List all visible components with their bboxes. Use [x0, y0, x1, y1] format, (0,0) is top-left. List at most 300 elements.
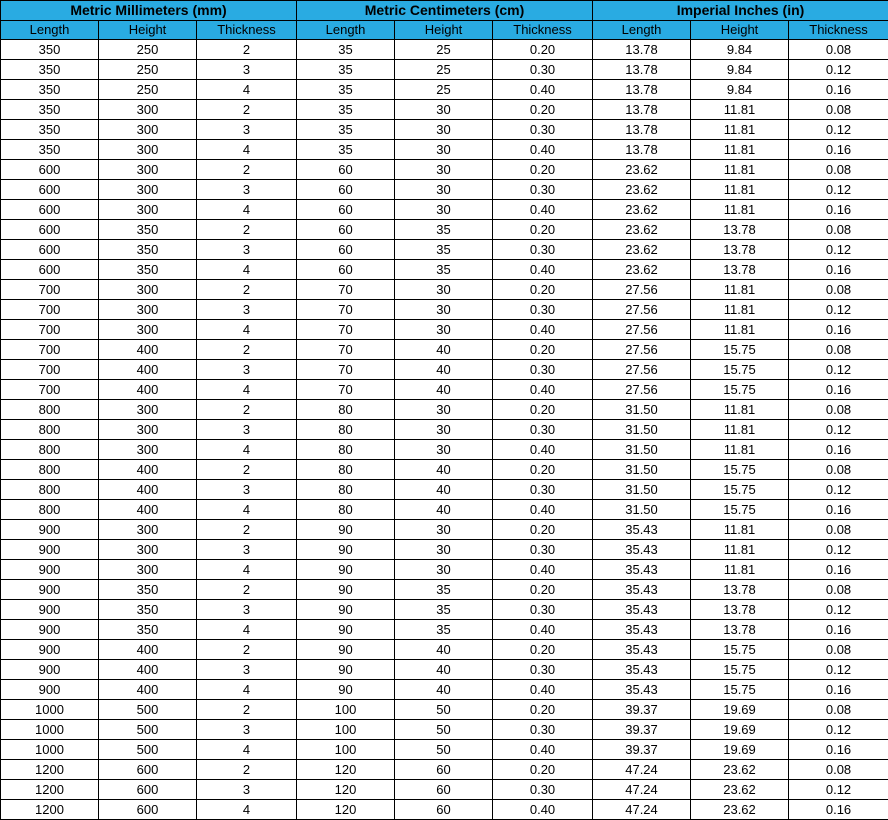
table-cell: 11.81	[691, 100, 789, 120]
table-cell: 9.84	[691, 40, 789, 60]
table-cell: 90	[297, 580, 395, 600]
table-cell: 30	[395, 120, 493, 140]
table-cell: 15.75	[691, 460, 789, 480]
table-cell: 0.40	[493, 80, 593, 100]
table-cell: 80	[297, 500, 395, 520]
table-cell: 0.12	[789, 540, 888, 560]
table-cell: 35.43	[593, 580, 691, 600]
table-cell: 35.43	[593, 540, 691, 560]
column-header-cm-thickness: Thickness	[493, 21, 593, 40]
table-cell: 700	[1, 360, 99, 380]
table-row	[1, 440, 888, 460]
table-cell: 2	[197, 220, 297, 240]
table-cell: 900	[1, 580, 99, 600]
table-cell: 0.30	[493, 540, 593, 560]
table-cell: 0.08	[789, 640, 888, 660]
table-row	[1, 220, 888, 240]
table-cell: 0.30	[493, 420, 593, 440]
table-cell: 60	[297, 160, 395, 180]
table-cell: 60	[297, 240, 395, 260]
table-cell: 300	[99, 300, 197, 320]
table-cell: 35	[395, 220, 493, 240]
table-cell: 600	[1, 200, 99, 220]
table-cell: 600	[1, 160, 99, 180]
table-cell: 1200	[1, 780, 99, 800]
table-row	[1, 80, 888, 100]
table-row	[1, 520, 888, 540]
table-cell: 0.12	[789, 720, 888, 740]
table-cell: 300	[99, 440, 197, 460]
table-cell: 30	[395, 300, 493, 320]
table-cell: 30	[395, 180, 493, 200]
table-cell: 30	[395, 520, 493, 540]
table-cell: 70	[297, 340, 395, 360]
table-cell: 13.78	[593, 80, 691, 100]
table-cell: 90	[297, 680, 395, 700]
table-cell: 0.12	[789, 780, 888, 800]
table-row	[1, 800, 888, 820]
table-row	[1, 580, 888, 600]
table-cell: 60	[395, 780, 493, 800]
table-cell: 11.81	[691, 140, 789, 160]
table-cell: 0.30	[493, 600, 593, 620]
table-cell: 30	[395, 100, 493, 120]
table-cell: 0.40	[493, 680, 593, 700]
table-cell: 35	[297, 60, 395, 80]
table-cell: 300	[99, 420, 197, 440]
table-cell: 27.56	[593, 280, 691, 300]
table-cell: 1000	[1, 700, 99, 720]
table-cell: 0.12	[789, 600, 888, 620]
table-cell: 4	[197, 560, 297, 580]
table-cell: 500	[99, 740, 197, 760]
table-cell: 0.20	[493, 160, 593, 180]
table-row	[1, 200, 888, 220]
table-cell: 4	[197, 80, 297, 100]
table-row	[1, 720, 888, 740]
table-cell: 15.75	[691, 660, 789, 680]
table-cell: 600	[1, 220, 99, 240]
table-cell: 600	[99, 800, 197, 820]
table-cell: 15.75	[691, 640, 789, 660]
table-cell: 0.30	[493, 360, 593, 380]
table-cell: 4	[197, 740, 297, 760]
table-cell: 60	[395, 800, 493, 820]
table-cell: 23.62	[691, 780, 789, 800]
table-row	[1, 480, 888, 500]
table-cell: 4	[197, 620, 297, 640]
table-cell: 2	[197, 160, 297, 180]
table-cell: 25	[395, 80, 493, 100]
table-row	[1, 740, 888, 760]
table-cell: 300	[99, 540, 197, 560]
table-cell: 0.20	[493, 460, 593, 480]
table-cell: 27.56	[593, 360, 691, 380]
table-cell: 47.24	[593, 780, 691, 800]
table-cell: 0.12	[789, 660, 888, 680]
table-cell: 23.62	[593, 180, 691, 200]
table-cell: 0.08	[789, 280, 888, 300]
column-header-in-height: Height	[691, 21, 789, 40]
table-cell: 900	[1, 620, 99, 640]
table-cell: 250	[99, 80, 197, 100]
group-header-row	[1, 1, 888, 21]
table-cell: 35	[395, 580, 493, 600]
table-cell: 13.78	[593, 60, 691, 80]
table-cell: 400	[99, 360, 197, 380]
table-row	[1, 180, 888, 200]
table-cell: 900	[1, 680, 99, 700]
column-header-in-length: Length	[593, 21, 691, 40]
table-cell: 0.12	[789, 60, 888, 80]
table-cell: 31.50	[593, 400, 691, 420]
table-cell: 250	[99, 40, 197, 60]
table-cell: 0.30	[493, 780, 593, 800]
table-row	[1, 320, 888, 340]
table-cell: 11.81	[691, 400, 789, 420]
table-cell: 0.08	[789, 760, 888, 780]
table-cell: 9.84	[691, 80, 789, 100]
table-cell: 0.12	[789, 180, 888, 200]
table-cell: 0.16	[789, 740, 888, 760]
table-cell: 0.16	[789, 800, 888, 820]
table-cell: 2	[197, 400, 297, 420]
table-cell: 50	[395, 700, 493, 720]
table-cell: 1000	[1, 740, 99, 760]
table-cell: 4	[197, 200, 297, 220]
table-cell: 600	[99, 760, 197, 780]
table-cell: 700	[1, 300, 99, 320]
table-cell: 11.81	[691, 440, 789, 460]
table-cell: 0.16	[789, 440, 888, 460]
table-cell: 300	[99, 560, 197, 580]
table-cell: 0.08	[789, 520, 888, 540]
table-cell: 300	[99, 320, 197, 340]
table-cell: 35	[395, 620, 493, 640]
table-cell: 11.81	[691, 420, 789, 440]
table-cell: 13.78	[593, 100, 691, 120]
table-cell: 70	[297, 360, 395, 380]
table-cell: 300	[99, 400, 197, 420]
table-row	[1, 40, 888, 60]
table-cell: 900	[1, 640, 99, 660]
table-cell: 0.30	[493, 480, 593, 500]
table-cell: 900	[1, 600, 99, 620]
table-cell: 4	[197, 680, 297, 700]
table-row	[1, 100, 888, 120]
table-cell: 100	[297, 700, 395, 720]
table-row	[1, 760, 888, 780]
table-cell: 0.12	[789, 480, 888, 500]
table-cell: 0.08	[789, 700, 888, 720]
table-cell: 90	[297, 620, 395, 640]
table-cell: 4	[197, 260, 297, 280]
table-cell: 0.08	[789, 100, 888, 120]
table-cell: 2	[197, 520, 297, 540]
table-cell: 4	[197, 380, 297, 400]
table-cell: 35	[297, 100, 395, 120]
table-cell: 25	[395, 60, 493, 80]
table-cell: 0.20	[493, 220, 593, 240]
table-cell: 90	[297, 520, 395, 540]
table-cell: 39.37	[593, 700, 691, 720]
table-cell: 47.24	[593, 760, 691, 780]
table-cell: 0.20	[493, 400, 593, 420]
table-cell: 2	[197, 340, 297, 360]
table-row	[1, 620, 888, 640]
table-cell: 2	[197, 580, 297, 600]
table-cell: 30	[395, 560, 493, 580]
table-cell: 15.75	[691, 480, 789, 500]
group-header-metric-mm: Metric Millimeters (mm)	[1, 1, 297, 21]
table-cell: 400	[99, 660, 197, 680]
table-cell: 60	[395, 760, 493, 780]
table-cell: 3	[197, 720, 297, 740]
table-cell: 350	[1, 60, 99, 80]
column-header-mm-length: Length	[1, 21, 99, 40]
table-cell: 0.20	[493, 520, 593, 540]
table-cell: 11.81	[691, 160, 789, 180]
table-cell: 19.69	[691, 700, 789, 720]
table-cell: 4	[197, 800, 297, 820]
table-cell: 350	[99, 620, 197, 640]
table-cell: 0.12	[789, 240, 888, 260]
table-cell: 0.40	[493, 200, 593, 220]
table-cell: 0.20	[493, 340, 593, 360]
table-cell: 35.43	[593, 640, 691, 660]
table-cell: 15.75	[691, 380, 789, 400]
table-row	[1, 300, 888, 320]
table-cell: 13.78	[593, 140, 691, 160]
table-cell: 0.08	[789, 460, 888, 480]
table-cell: 40	[395, 380, 493, 400]
table-cell: 0.30	[493, 180, 593, 200]
table-cell: 40	[395, 680, 493, 700]
table-cell: 13.78	[691, 220, 789, 240]
table-cell: 11.81	[691, 200, 789, 220]
table-cell: 600	[1, 180, 99, 200]
table-cell: 80	[297, 440, 395, 460]
table-cell: 350	[99, 580, 197, 600]
table-cell: 0.12	[789, 300, 888, 320]
table-cell: 0.20	[493, 580, 593, 600]
table-cell: 800	[1, 420, 99, 440]
table-cell: 80	[297, 480, 395, 500]
table-cell: 3	[197, 660, 297, 680]
table-cell: 600	[1, 260, 99, 280]
table-cell: 4	[197, 140, 297, 160]
table-cell: 0.40	[493, 380, 593, 400]
table-body	[1, 40, 888, 820]
table-cell: 60	[297, 180, 395, 200]
table-cell: 23.62	[593, 240, 691, 260]
table-cell: 0.30	[493, 300, 593, 320]
table-row	[1, 640, 888, 660]
table-cell: 0.40	[493, 260, 593, 280]
table-cell: 11.81	[691, 520, 789, 540]
table-cell: 0.08	[789, 40, 888, 60]
table-cell: 500	[99, 720, 197, 740]
table-cell: 11.81	[691, 300, 789, 320]
table-cell: 400	[99, 340, 197, 360]
table-cell: 90	[297, 640, 395, 660]
table-cell: 3	[197, 300, 297, 320]
table-cell: 0.16	[789, 260, 888, 280]
table-row	[1, 160, 888, 180]
table-row	[1, 600, 888, 620]
table-cell: 35	[395, 260, 493, 280]
table-cell: 80	[297, 420, 395, 440]
table-cell: 350	[1, 120, 99, 140]
table-cell: 31.50	[593, 440, 691, 460]
table-cell: 400	[99, 380, 197, 400]
table-header	[1, 1, 888, 40]
table-cell: 35	[297, 140, 395, 160]
table-cell: 0.20	[493, 40, 593, 60]
table-cell: 3	[197, 120, 297, 140]
table-cell: 0.16	[789, 380, 888, 400]
table-cell: 30	[395, 280, 493, 300]
table-cell: 27.56	[593, 340, 691, 360]
table-cell: 0.20	[493, 760, 593, 780]
table-cell: 40	[395, 360, 493, 380]
table-cell: 27.56	[593, 300, 691, 320]
table-cell: 400	[99, 480, 197, 500]
table-cell: 9.84	[691, 60, 789, 80]
table-row	[1, 60, 888, 80]
table-row	[1, 500, 888, 520]
table-cell: 90	[297, 600, 395, 620]
table-cell: 80	[297, 400, 395, 420]
table-cell: 13.78	[691, 580, 789, 600]
table-cell: 0.30	[493, 120, 593, 140]
table-cell: 120	[297, 800, 395, 820]
table-cell: 27.56	[593, 320, 691, 340]
table-cell: 120	[297, 760, 395, 780]
table-cell: 0.16	[789, 320, 888, 340]
table-cell: 800	[1, 400, 99, 420]
table-cell: 30	[395, 320, 493, 340]
table-cell: 350	[1, 100, 99, 120]
table-row	[1, 140, 888, 160]
table-row	[1, 660, 888, 680]
table-cell: 13.78	[593, 40, 691, 60]
table-row	[1, 340, 888, 360]
table-cell: 500	[99, 700, 197, 720]
table-cell: 70	[297, 320, 395, 340]
table-cell: 2	[197, 100, 297, 120]
table-cell: 23.62	[593, 260, 691, 280]
table-cell: 0.20	[493, 640, 593, 660]
table-cell: 23.62	[691, 760, 789, 780]
table-cell: 600	[1, 240, 99, 260]
table-cell: 1200	[1, 760, 99, 780]
table-cell: 350	[99, 240, 197, 260]
table-cell: 600	[99, 780, 197, 800]
table-cell: 35	[395, 240, 493, 260]
group-header-metric-cm: Metric Centimeters (cm)	[297, 1, 593, 21]
table-cell: 0.30	[493, 720, 593, 740]
table-cell: 30	[395, 400, 493, 420]
table-cell: 2	[197, 700, 297, 720]
table-cell: 40	[395, 460, 493, 480]
table-cell: 0.08	[789, 580, 888, 600]
table-cell: 3	[197, 240, 297, 260]
table-cell: 900	[1, 540, 99, 560]
table-cell: 23.62	[593, 160, 691, 180]
table-cell: 23.62	[593, 220, 691, 240]
table-cell: 0.40	[493, 800, 593, 820]
table-row	[1, 780, 888, 800]
table-cell: 25	[395, 40, 493, 60]
table-cell: 350	[1, 40, 99, 60]
table-cell: 100	[297, 740, 395, 760]
table-row	[1, 680, 888, 700]
table-cell: 0.08	[789, 220, 888, 240]
table-cell: 40	[395, 640, 493, 660]
table-cell: 39.37	[593, 740, 691, 760]
table-cell: 0.16	[789, 80, 888, 100]
table-cell: 13.78	[691, 620, 789, 640]
table-cell: 350	[99, 220, 197, 240]
table-cell: 11.81	[691, 320, 789, 340]
table-cell: 90	[297, 660, 395, 680]
table-cell: 0.20	[493, 700, 593, 720]
table-cell: 13.78	[691, 600, 789, 620]
table-cell: 2	[197, 40, 297, 60]
table-row	[1, 380, 888, 400]
table-cell: 0.40	[493, 140, 593, 160]
table-row	[1, 280, 888, 300]
table-cell: 30	[395, 420, 493, 440]
table-cell: 4	[197, 500, 297, 520]
table-cell: 11.81	[691, 560, 789, 580]
table-cell: 900	[1, 660, 99, 680]
table-cell: 0.08	[789, 340, 888, 360]
table-row	[1, 700, 888, 720]
table-cell: 35	[297, 120, 395, 140]
table-row	[1, 400, 888, 420]
table-row	[1, 360, 888, 380]
table-cell: 700	[1, 380, 99, 400]
table-cell: 35	[395, 600, 493, 620]
table-cell: 350	[99, 260, 197, 280]
table-cell: 400	[99, 680, 197, 700]
table-cell: 700	[1, 320, 99, 340]
table-cell: 35	[297, 40, 395, 60]
table-cell: 35.43	[593, 660, 691, 680]
table-cell: 31.50	[593, 480, 691, 500]
table-cell: 13.78	[593, 120, 691, 140]
table-cell: 35.43	[593, 680, 691, 700]
table-cell: 0.30	[493, 660, 593, 680]
table-cell: 50	[395, 720, 493, 740]
table-cell: 0.16	[789, 200, 888, 220]
table-cell: 0.40	[493, 500, 593, 520]
table-cell: 300	[99, 180, 197, 200]
table-cell: 2	[197, 640, 297, 660]
table-cell: 15.75	[691, 360, 789, 380]
table-cell: 0.40	[493, 740, 593, 760]
table-cell: 35	[297, 80, 395, 100]
table-cell: 300	[99, 100, 197, 120]
table-cell: 15.75	[691, 680, 789, 700]
table-cell: 0.12	[789, 420, 888, 440]
table-row	[1, 540, 888, 560]
table-cell: 27.56	[593, 380, 691, 400]
table-cell: 11.81	[691, 120, 789, 140]
table-cell: 50	[395, 740, 493, 760]
